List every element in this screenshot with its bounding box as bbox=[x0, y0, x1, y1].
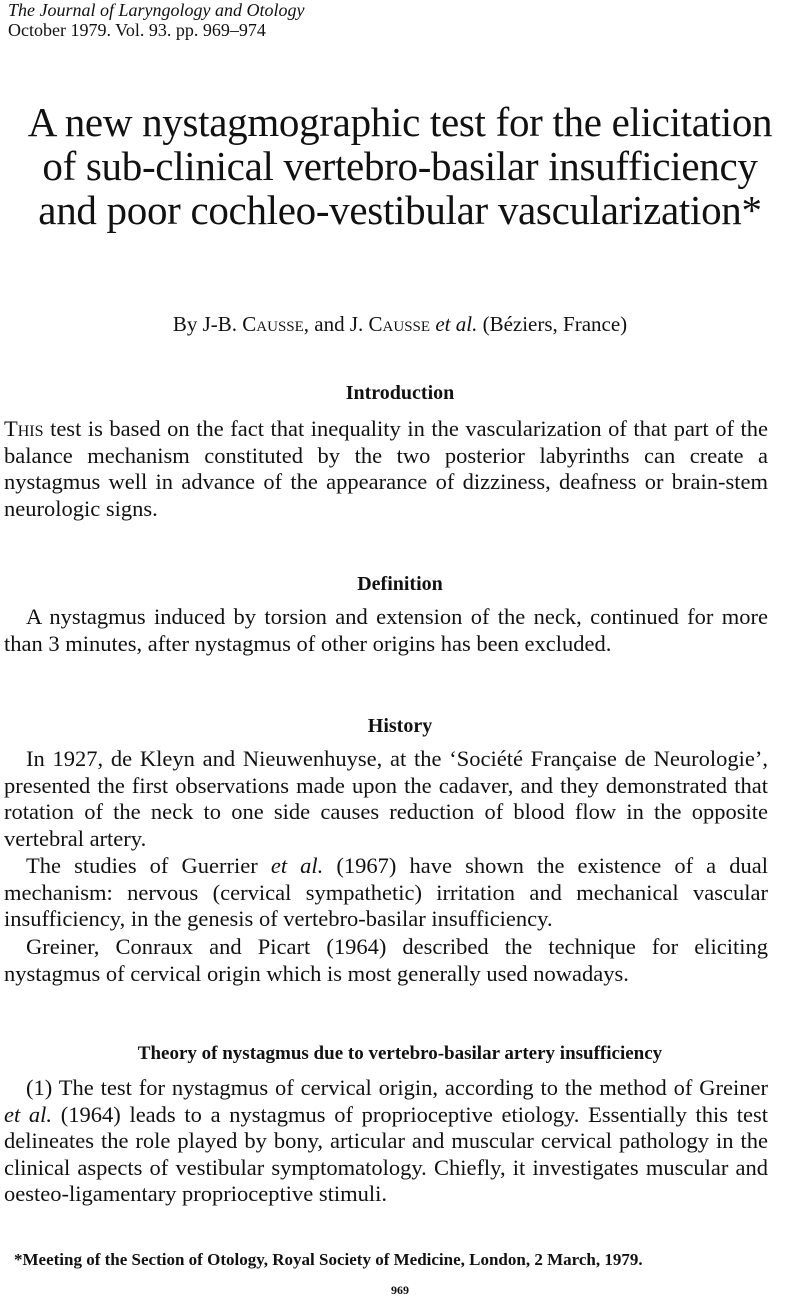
paragraph-introduction bbox=[4, 416, 768, 522]
intro-text: test is based on the fact that inequality in the vascularization of that part of the balance mechanism constituted by the two posterior labyrinths can create a nystagmus well in advance of the appearance of dizziness, deafness or brain-stem neurologic signs. bbox=[4, 416, 768, 521]
journal-header bbox=[8, 0, 304, 40]
byline-between: , and J. bbox=[303, 312, 364, 336]
paragraph-history-1: In 1927, de Kleyn and Nieuwenhuyse, at the ‘Société Française de Neurologie’, presented the first observations made upon the cadaver, and they demonstrated that rotation of the neck to one side causes reduction of blood flow in the opposite vertebral artery. bbox=[4, 746, 768, 851]
paragraph-history-3: Greiner, Conraux and Picart (1964) described the technique for eliciting nystagmus of cervical origin which is most generally used nowadays. bbox=[4, 934, 768, 986]
theory-p1-b: (1964) leads to a nystagmus of proprioceptive etiology. Essentially this test delineates the role played by bony, articular and muscular cervical pathology in the clinical aspects of vestibular symptomatology. Chiefly, it investigates muscular and oesteo-ligamentary proprioceptive stimuli. bbox=[4, 1101, 768, 1206]
paragraph-theory-1 bbox=[4, 1075, 768, 1208]
article-title: A new nystagmographic test for the elicitation of sub-clinical vertebro-basilar insufficiency and poor cochleo-vestibular vascularization* bbox=[27, 99, 773, 233]
history-p2-a: The studies of Guerrier bbox=[26, 853, 258, 878]
theory-p1-a: (1) The test for nystagmus of cervical origin, according to the method of Greiner bbox=[26, 1075, 768, 1100]
journal-issue: October 1979. Vol. 93. pp. 969–974 bbox=[8, 20, 266, 40]
history-p2-b: (1967) have shown the existence of a dual mechanism: nervous (cervical sympathetic) irritation and mechanical vascular insufficiency, in the genesis of vertebro-basilar insufficiency. bbox=[4, 853, 769, 931]
footnote: *Meeting of the Section of Otology, Royal Society of Medicine, London, 2 March, 1979. bbox=[14, 1250, 643, 1269]
heading-theory: Theory of nystagmus due to vertebro-basilar artery insufficiency bbox=[137, 1043, 663, 1064]
author-2: Causse bbox=[368, 312, 431, 336]
theory-p1-etal: et al. bbox=[4, 1101, 53, 1127]
page-number: 969 bbox=[391, 1283, 409, 1297]
history-p2-etal: et al. bbox=[270, 853, 324, 878]
paragraph-definition: A nystagmus induced by torsion and extension of the neck, continued for more than 3 minutes, after nystagmus of other origins has been excluded. bbox=[4, 604, 768, 656]
paragraph-history-2 bbox=[4, 853, 768, 933]
intro-lead: This bbox=[4, 416, 44, 441]
byline-etal: et al. bbox=[435, 312, 478, 336]
byline-by: By J-B. bbox=[172, 312, 238, 336]
author-1: Causse bbox=[242, 312, 304, 336]
heading-definition: Definition bbox=[357, 573, 443, 595]
heading-history: History bbox=[367, 715, 433, 737]
heading-introduction: Introduction bbox=[345, 382, 455, 404]
byline-location: (Béziers, France) bbox=[482, 312, 628, 336]
byline bbox=[0, 312, 800, 337]
journal-name: The Journal of Laryngology and Otology bbox=[8, 0, 305, 20]
